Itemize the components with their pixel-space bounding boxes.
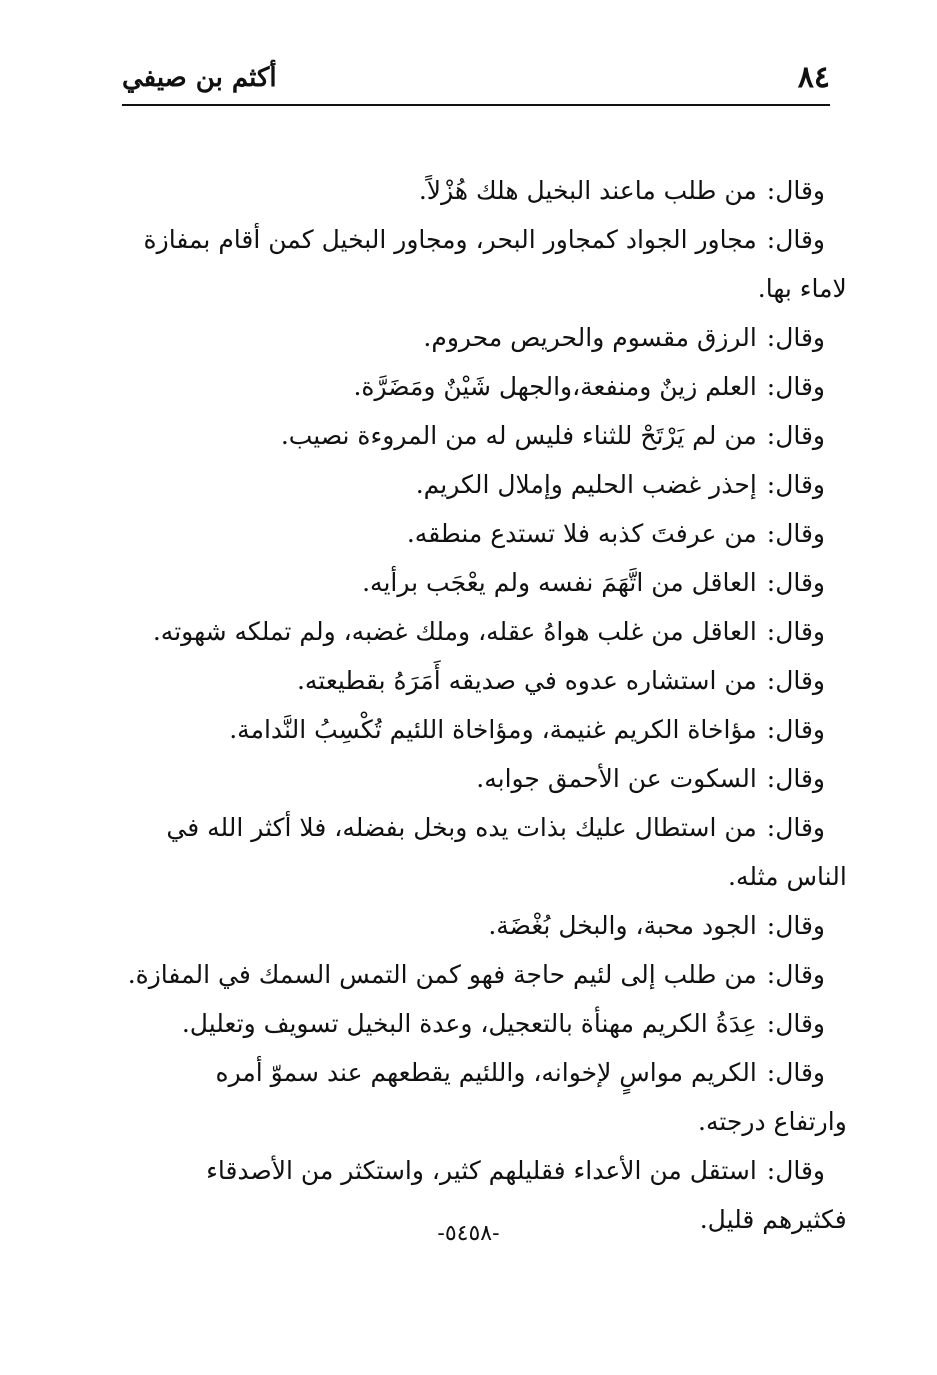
saying-lead: وقال: bbox=[766, 1058, 825, 1087]
saying-15 bbox=[115, 950, 825, 999]
saying-continuation: لاماء بها. bbox=[757, 274, 847, 303]
saying-text: عِدَةُ الكريم مهنأة بالتعجيل، وعدة البخيل تسويف وتعليل. bbox=[181, 1009, 757, 1038]
saying-text: العاقل من اتَّهَمَ نفسه ولم يعْجَب برأيه. bbox=[362, 568, 757, 597]
header-rule bbox=[122, 104, 830, 106]
saying-text: الرزق مقسوم والحريص محروم. bbox=[423, 323, 757, 352]
saying-lead: وقال: bbox=[766, 470, 825, 499]
saying-lead: وقال: bbox=[766, 323, 825, 352]
saying-continuation: فكثيرهم قليل. bbox=[699, 1205, 847, 1234]
saying-9 bbox=[115, 607, 825, 656]
saying-5 bbox=[115, 411, 825, 460]
saying-14 bbox=[115, 901, 825, 950]
saying-text: من طلب ماعند البخيل هلك هُزْلاً. bbox=[418, 176, 757, 205]
saying-text: العلم زينٌ ومنفعة،والجهل شَيْنٌ ومَضَرَّة. bbox=[353, 372, 757, 401]
saying-text: العاقل من غلب هواهُ عقله، وملك غضبه، ولم تملكه شهوته. bbox=[152, 617, 757, 646]
saying-3 bbox=[115, 313, 825, 362]
saying-lead: وقال: bbox=[766, 911, 825, 940]
saying-text-line: الكريم مواسٍ لإخوانه، واللئيم يقطعهم عند سموّ أمره bbox=[215, 1058, 757, 1087]
saying-2 bbox=[115, 215, 847, 313]
saying-lead: وقال: bbox=[766, 568, 825, 597]
saying-lead: وقال: bbox=[766, 764, 825, 793]
saying-text-line: من استطال عليك بذات يده وبخل بفضله، فلا أكثر الله في bbox=[166, 813, 757, 842]
saying-lead: وقال: bbox=[766, 519, 825, 548]
saying-text: إحذر غضب الحليم وإملال الكريم. bbox=[415, 470, 757, 499]
saying-10 bbox=[115, 656, 825, 705]
saying-text-line: استقل من الأعداء فقليلهم كثير، واستكثر من الأصدقاء bbox=[206, 1156, 757, 1185]
saying-text: من لم يَرْتَحْ للثناء فليس له من المروءة نصيب. bbox=[280, 421, 757, 450]
saying-text: من طلب إلى لئيم حاجة فهو كمن التمس السمك في المفازة. bbox=[127, 960, 757, 989]
saying-lead: وقال: bbox=[766, 421, 825, 450]
saying-text: من استشاره عدوه في صديقه أَمَرَهُ بقطيعته. bbox=[296, 666, 757, 695]
saying-6 bbox=[115, 460, 825, 509]
saying-7 bbox=[115, 509, 825, 558]
saying-lead: وقال: bbox=[766, 225, 825, 254]
saying-text-line: مجاور الجواد كمجاور البحر، ومجاور البخيل كمن أقام بمفازة bbox=[143, 225, 757, 254]
saying-text: السكوت عن الأحمق جوابه. bbox=[476, 764, 757, 793]
saying-lead: وقال: bbox=[766, 1156, 825, 1185]
saying-4 bbox=[115, 362, 825, 411]
saying-lead: وقال: bbox=[766, 372, 825, 401]
saying-continuation: وارتفاع درجته. bbox=[698, 1107, 847, 1136]
saying-lead: وقال: bbox=[766, 617, 825, 646]
saying-text: مؤاخاة الكريم غنيمة، ومؤاخاة اللئيم تُكْسِبُ النَّدامة. bbox=[229, 715, 757, 744]
saying-17 bbox=[115, 1048, 847, 1146]
saying-11 bbox=[115, 705, 825, 754]
saying-lead: وقال: bbox=[766, 715, 825, 744]
saying-8 bbox=[115, 558, 825, 607]
saying-text: الجود محبة، والبخل بُغْضَة. bbox=[488, 911, 757, 940]
saying-lead: وقال: bbox=[766, 960, 825, 989]
saying-12 bbox=[115, 754, 825, 803]
saying-1 bbox=[115, 166, 825, 215]
sayings-list bbox=[115, 166, 847, 1244]
header-title: أكثم بن صيفي bbox=[122, 63, 277, 93]
page-number: ٨٤ bbox=[797, 60, 830, 95]
footer-page-code: -٥٤٥٨- bbox=[437, 1221, 500, 1246]
saying-continuation: الناس مثله. bbox=[728, 862, 847, 891]
saying-text: من عرفتَ كذبه فلا تستدع منطقه. bbox=[406, 519, 757, 548]
saying-lead: وقال: bbox=[766, 1009, 825, 1038]
running-header bbox=[122, 58, 830, 98]
saying-13 bbox=[115, 803, 847, 901]
saying-16 bbox=[115, 999, 825, 1048]
saying-lead: وقال: bbox=[766, 813, 825, 842]
saying-lead: وقال: bbox=[766, 666, 825, 695]
saying-lead: وقال: bbox=[766, 176, 825, 205]
